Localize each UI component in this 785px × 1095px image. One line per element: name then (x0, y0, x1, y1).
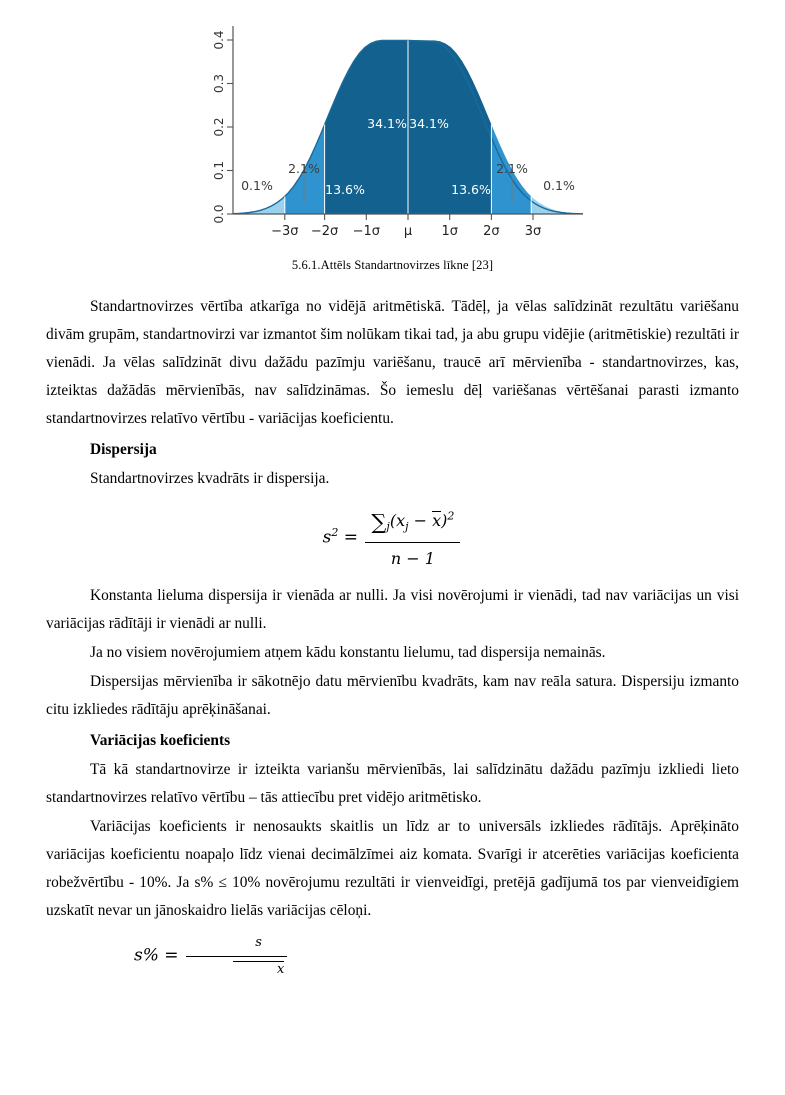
heading-variacijas-koeficients: Variācijas koeficients (90, 731, 231, 749)
svg-text:2.1%: 2.1% (287, 161, 320, 176)
svg-text:0.1%: 0.1% (542, 178, 575, 193)
formula-variance-close-paren: ) (441, 511, 448, 531)
svg-text:34.1%: 34.1% (366, 116, 407, 131)
svg-text:0.1%: 0.1% (240, 178, 273, 193)
paragraph-coefficient-intro: Tā kā standartnovirze ir izteikta varianšu mērvienībās, lai salīdzinātu dažādu pazīmju izkliedi lieto standartnovirzes relatīvo vērtību – tās attiecību pret vidējo aritmētisko. (46, 760, 739, 806)
figure-standard-deviation-curve (46, 18, 739, 273)
formula-cv-expression (90, 931, 289, 981)
svg-text:0.4: 0.4 (211, 30, 226, 50)
x-axis-tick-labels (271, 224, 541, 239)
chart-bands (233, 40, 583, 214)
paragraph-constant-variance: Konstanta lieluma dispersija ir vienāda ar nulli. Ja visi novērojumi ir vienādi, tad nav variācijas un visi variācijas rādītāji ir vienādi ar nulli. (46, 586, 739, 632)
paragraph-coefficient-details: Variācijas koeficients ir nenosaukts skaitlis un līdz ar to universāls izkliedes rādītājs. Aprēķināto variācijas koeficientu noapaļo līdz vienai decimālzīmei aiz komata. Svarīgi ir atcerēties variācijas koeficienta robežvērtību - 10%. Ja s% ≤ 10% novērojumu rezultāti ir vienveidīgi, pretējā gadījumā tos par vienveidīgiem uzskatīt nevar un jānoskaidro lielās variācijas cēloņi. (46, 817, 739, 919)
svg-text:13.6%: 13.6% (450, 182, 491, 197)
formula-variance-equals: = (343, 527, 358, 548)
formula-coefficient-of-variation (46, 931, 739, 981)
paragraph-subtract-constant: Ja no visiem novērojumiem atņem kādu konstantu lielumu, tad dispersija nemainās. (90, 643, 606, 661)
formula-cv-lhs: s% (134, 945, 159, 966)
svg-text:−1σ: −1σ (352, 224, 380, 239)
formula-cv-mean: x (233, 961, 284, 976)
svg-text:0.1: 0.1 (211, 160, 226, 181)
svg-text:0.3: 0.3 (211, 73, 226, 94)
formula-cv-fraction (186, 931, 287, 981)
y-axis-ticks (227, 40, 233, 214)
formula-variance (46, 503, 739, 573)
formula-variance-term-index: j (405, 520, 409, 534)
svg-text:−2σ: −2σ (310, 224, 338, 239)
svg-text:13.6%: 13.6% (324, 182, 365, 197)
svg-text:0.2: 0.2 (211, 117, 226, 137)
formula-variance-lhs: s (322, 527, 332, 548)
svg-text:34.1%: 34.1% (408, 116, 449, 131)
paragraph-variance-units: Dispersijas mērvienība ir sākotnējo datu mērvienību kvadrāts, kam nav reāla satura. Dispersiju izmanto citu izkliedes rādītāju aprēķināšanai. (46, 672, 739, 718)
summation-index: j (386, 520, 390, 534)
svg-text:3σ: 3σ (524, 224, 541, 239)
svg-text:1σ: 1σ (440, 224, 458, 239)
formula-variance-numerator (365, 503, 460, 543)
formula-cv-denominator (186, 957, 287, 982)
y-axis-tick-labels (212, 30, 226, 223)
formula-cv-equals: = (164, 945, 179, 966)
formula-variance-expression (323, 503, 463, 573)
formula-variance-mean: x (432, 511, 442, 531)
figure-caption: 5.6.1.Attēls Standartnovirzes līkne [23] (291, 258, 494, 272)
svg-text:−3σ: −3σ (270, 224, 299, 239)
formula-cv-numerator: s (186, 931, 287, 957)
formula-variance-denominator: n − 1 (390, 549, 435, 569)
paragraph-standard-deviation: Standartnovirzes vērtība atkarīga no vidējā aritmētiskā. Tādēļ, ja vēlas salīdzināt rezultātu variēšanu divām grupām, standartnovirzi var izmantot šim nolūkam tikai tad, ja abu grupu vidējie (aritmētiskie) rezultāti ir vienādi. Ja vēlas salīdzināt divu dažādu pazīmju variēšanu, traucē arī mērvienība - standartnovirzes, kas, izteiktas dažādās mērvienībās, nav salīdzināmas. Šo iemeslu dēļ variēšanas vērtēšanai parasti izmanto standartnovirzes relatīvo vērtību - variācijas koeficientu. (46, 298, 739, 428)
svg-text:2.1%: 2.1% (495, 161, 528, 176)
chart-svg (193, 18, 593, 250)
formula-variance-lhs-exponent: 2 (331, 526, 339, 540)
svg-text:μ: μ (403, 224, 412, 239)
heading-dispersija: Dispersija (90, 441, 157, 459)
paragraph-dispersija-intro: Standartnovirzes kvadrāts ir dispersija. (90, 470, 330, 488)
formula-variance-term: (x (389, 511, 406, 531)
normal-distribution-chart (193, 18, 593, 250)
x-axis-ticks (284, 214, 532, 220)
summation-symbol: ∑ (371, 510, 387, 535)
svg-text:2σ: 2σ (482, 224, 500, 239)
formula-variance-square: 2 (447, 509, 455, 523)
svg-text:0.0: 0.0 (211, 204, 226, 224)
formula-variance-minus: − (413, 511, 428, 531)
formula-variance-fraction (365, 503, 460, 573)
document-body (46, 293, 739, 981)
